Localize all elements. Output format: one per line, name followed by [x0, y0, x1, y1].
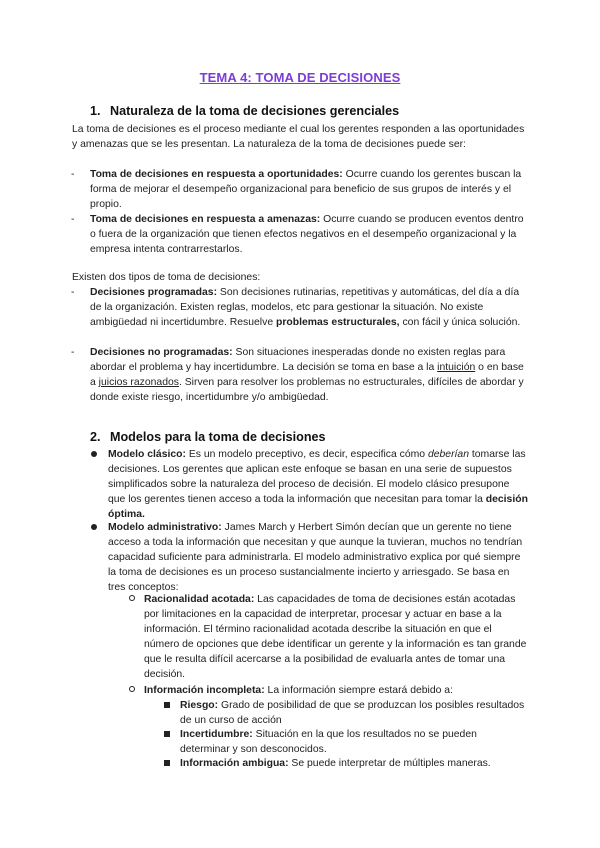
- list-item-ambiguous-information: [180, 756, 525, 771]
- dot-bullet: [91, 524, 97, 530]
- dash-bullet: -: [71, 347, 75, 358]
- circle-bullet: [129, 595, 135, 601]
- list-item-threats: [71, 212, 530, 257]
- section-1-intro: La toma de decisiones es el proceso mediante el cual los gerentes responden a las oportunidades y amenazas que se les presentan. La naturaleza de la toma de decisiones puede ser:: [72, 124, 525, 150]
- definition-mid: tomarse las decisiones. Los gerentes que aplican este enfoque se basan en una serie de supuestos simplificados sobre la naturaleza del proceso de decisión. El modelo clásico presupone que los gerentes tienen acceso a toda la información que necesitan para tomar la: [108, 449, 526, 505]
- emphasis: decisión óptima.: [108, 494, 528, 520]
- square-bullet: [164, 760, 170, 766]
- list-item-opportunities: [71, 167, 530, 212]
- term: Toma de decisiones en respuesta a amenazas:: [90, 214, 321, 225]
- types-intro: Existen dos tipos de toma de decisiones:: [72, 272, 261, 283]
- square-bullet: [164, 731, 170, 737]
- section-1-heading: [90, 104, 399, 119]
- definition: James March y Herbert Simón decían que un gerente no tiene acceso a toda la información que necesitan y que aunque la tuvieran, muchos no tendrían capacidad suficiente para administrarla. El modelo administrativo explica por qué siempre la toma de decisiones es un proceso sustancialmente incierto y arriesgado. Se basa en tres conceptos:: [108, 522, 523, 593]
- definition: Es un modelo preceptivo, es decir, especifica cómo: [185, 449, 428, 460]
- term: Toma de decisiones en respuesta a oportunidades:: [90, 169, 343, 180]
- list-item-non-programmed: [71, 345, 530, 405]
- definition: Ocurre cuando se producen eventos dentro o fuera de la organización que tienen efectos negativos en el desempeño organizacional y la empresa intenta contrarrestarlos.: [90, 214, 524, 255]
- term: Decisiones no programadas:: [90, 347, 233, 358]
- definition-end: con fácil y única solución.: [399, 317, 521, 328]
- definition: La información siempre estará debido a:: [264, 685, 453, 696]
- section-2-number: 2.: [90, 430, 101, 444]
- list-item-incomplete-information: [144, 683, 529, 698]
- definition-mid: o en base a: [90, 362, 524, 388]
- dash-bullet: -: [71, 287, 75, 298]
- definition: Son situaciones inesperadas donde no existen reglas para abordar el problema y hay incertidumbre. La decisión se toma en base a la: [90, 347, 506, 373]
- list-item-classic-model: [108, 447, 528, 522]
- list-item-uncertainty: [180, 727, 525, 757]
- dash-bullet: -: [71, 214, 75, 225]
- emphasis: problemas estructurales,: [275, 317, 400, 328]
- term: Modelo administrativo:: [108, 522, 222, 533]
- term: Decisiones programadas:: [90, 287, 218, 298]
- dot-bullet: [91, 451, 97, 457]
- definition: Se puede interpretar de múltiples maneras.: [288, 758, 491, 769]
- term: Información incompleta:: [144, 685, 265, 696]
- page-title: TEMA 4: TOMA DE DECISIONES: [199, 70, 401, 85]
- definition: Son decisiones rutinarias, repetitivas y automáticas, del día a día de la organización. Existen reglas, modelos, etc para gestionar la situación. No existe ambigüedad ni incertidumbre. Resuelve: [90, 287, 520, 328]
- dash-bullet: -: [71, 169, 75, 180]
- term: Racionalidad acotada:: [144, 594, 255, 605]
- italic-word: deberían: [427, 449, 469, 460]
- list-item-risk: [180, 698, 525, 728]
- term: Riesgo:: [180, 700, 219, 711]
- underlined-judgments: juicios razonados: [98, 377, 179, 388]
- square-bullet: [164, 702, 170, 708]
- section-2-title: Modelos para la toma de decisiones: [110, 430, 326, 444]
- list-item-administrative-model: [108, 520, 528, 595]
- section-1-title: Naturaleza de la toma de decisiones gerenciales: [110, 104, 400, 118]
- underlined-intuition: intuición: [437, 362, 476, 373]
- circle-bullet: [129, 686, 135, 692]
- definition: Situación en la que los resultados no se pueden determinar y son desconocidos.: [180, 729, 477, 755]
- definition-end: . Sirven para resolver los problemas no estructurales, difíciles de abordar y donde existe riesgo, incertidumbre y/o ambigüedad.: [90, 377, 524, 403]
- definition: Las capacidades de toma de decisiones están acotadas por limitaciones en la capacidad de interpretar, procesar y actuar en base a la información. El término racionalidad acotada describe la situación en que el número de opciones que debe identificar un gerente y la información es tan grande que le resulta difícil acercarse a la posibilidad de evaluarla antes de tomar una decisión.: [144, 594, 527, 680]
- definition: Grado de posibilidad de que se produzcan los posibles resultados de un curso de acción: [180, 700, 525, 726]
- section-2-heading: [90, 430, 326, 445]
- section-1-number: 1.: [90, 104, 101, 118]
- term: Información ambigua:: [180, 758, 289, 769]
- list-item-bounded-rationality: [144, 592, 529, 682]
- list-item-programmed: [71, 285, 530, 330]
- term: Incertidumbre:: [180, 729, 253, 740]
- definition: Ocurre cuando los gerentes buscan la forma de mejorar el desempeño organizacional para beneficio de sus grupos de interés y el propio.: [90, 169, 522, 210]
- term: Modelo clásico:: [108, 449, 186, 460]
